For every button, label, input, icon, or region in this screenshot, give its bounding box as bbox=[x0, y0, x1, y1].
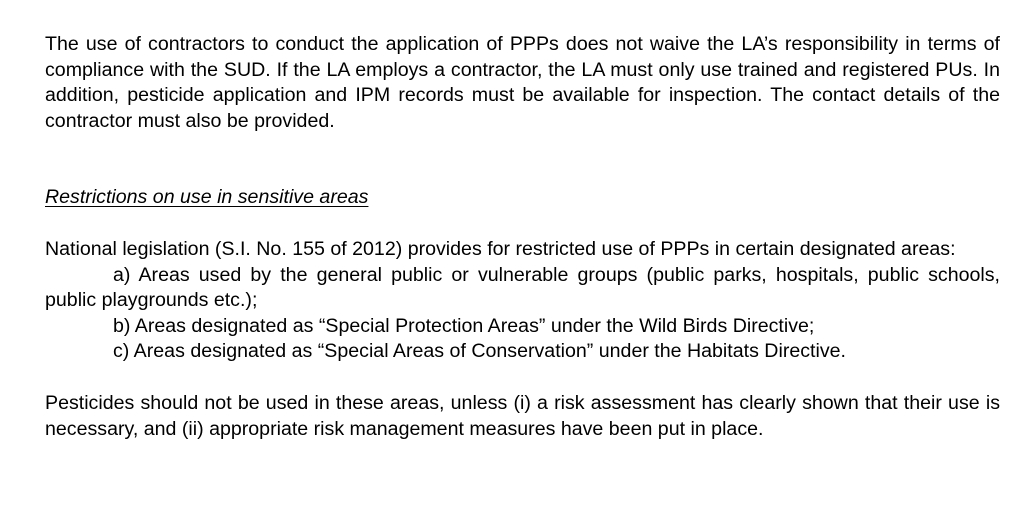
list-item: b) Areas designated as “Special Protection Areas” under the Wild Birds Directive; bbox=[113, 314, 815, 337]
list-item: a) Areas used by the general public or vulnerable groups (public parks, hospitals, public schools, public playgrounds etc.); bbox=[45, 263, 1000, 312]
pesticides-paragraph: Pesticides should not be used in these areas, unless (i) a risk assessment has clearly shown that their use is necessary, and (ii) appropriate risk management measures have been put in place. bbox=[45, 391, 1000, 440]
designated-areas-list bbox=[45, 263, 1000, 365]
section-heading: Restrictions on use in sensitive areas bbox=[45, 186, 369, 209]
document-page bbox=[45, 32, 1000, 442]
legislation-paragraph: National legislation (S.I. No. 155 of 2012) provides for restricted use of PPPs in certain designated areas: bbox=[45, 237, 956, 260]
list-item: c) Areas designated as “Special Areas of Conservation” under the Habitats Directive. bbox=[113, 340, 846, 363]
contractor-paragraph: The use of contractors to conduct the application of PPPs does not waive the LA’s responsibility in terms of compliance with the SUD. If the LA employs a contractor, the LA must only use trained and registered PUs. In addition, pesticide application and IPM records must be available for inspection. The contact details of the contractor must also be provided. bbox=[45, 33, 1000, 132]
